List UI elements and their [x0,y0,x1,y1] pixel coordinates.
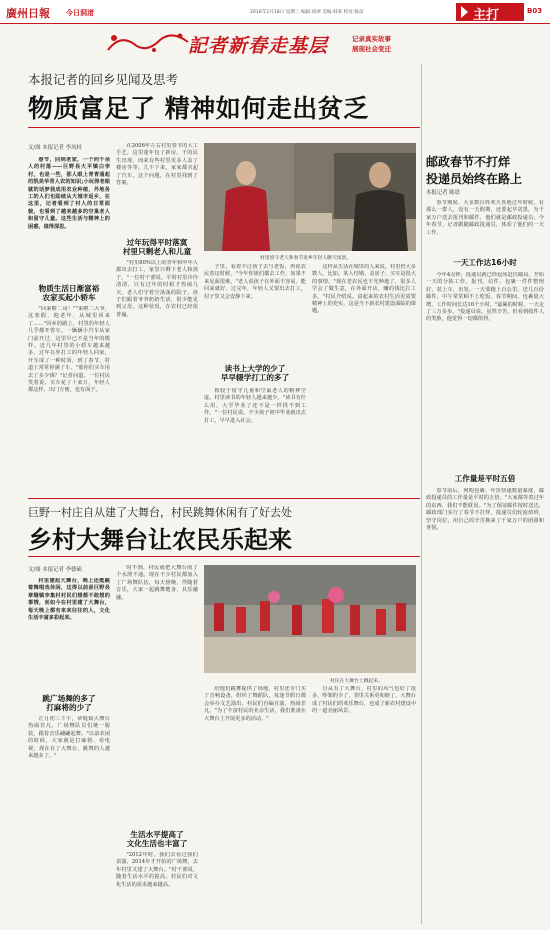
lead-col-4-text: 这样从生活在城里的人来说，村里仍大多数人。比如，某人结婚、盖房子、买车是很大的事情。"现在老农民也不光种地了，很多人学会了做生意，在外面开店，赚的钱比打工多。"村民介绍说。富起来的农村生活更需要精神上的充实，这是当下新农村建设面临的课题。 [312,264,416,315]
lead-col-2 [116,143,198,233]
banner-sub-2: 展现社会变迁 [352,45,391,53]
bottom-subhead-1: 跳广场舞的多了 打麻将的少了 [42,694,96,712]
banner-title: 記者新春走基层 [188,35,329,57]
bottom-col-4 [312,686,416,920]
section-small-label: 今日洞渚 [66,9,94,17]
side-headline-2: 投递员始终在路上 [426,172,523,186]
side-headline-1: 邮政春节不打烊 [426,155,511,169]
lead-intro [28,157,110,281]
lead-col-3b-text: 相较于留守儿童和空巢老人的精神空虚，村里读书的年轻人越来越少。"读书有什么用，大学毕业了还不是一样找不到工作。"一位村民说。不少孩子初中毕业就出去打工，早早进入社会。 [204,388,306,424]
lead-photo-caption: 村里留守老人和春节返乡年轻人聊天场景。 [260,256,352,261]
banner-ornament [100,30,196,58]
bottom-col-3-text: 给他们跳舞提供了场地。村里还专门买了音响设备，组织了舞蹈队，每逢节假日都会举办文艺演出，村民们自编自演，热闹非凡。"为了丰富村民的业余生活，我们准备在大舞台上开展更多的活动。" [204,686,306,722]
page-number: B03 [527,7,543,15]
side-subhead-1: 一天工作达16小时 [453,258,517,267]
bottom-intro-text: 村里建起大舞台，晚上还能跳着舞唱戏休闲，这得以前是巨野县章缝镇李集村村民们想都不敢想的事情，而如今在村里建了大舞台，每天晚上都有来来往往的人，文化生活丰富多彩起来。 [28,578,110,622]
bottom-byline: 文/图 本报记者 李德硕 [28,567,82,573]
lead-headline: 物质富足了 精神如何走出贫乏 [28,94,369,123]
side-byline: 本报记者 陈晨 [426,190,461,196]
lead-col-2b [116,260,198,488]
side-subhead-2: 工作量是平时五倍 [454,474,516,483]
bottom-subhead-2: 生活水平提高了 文化生活也丰富了 [126,830,188,848]
bottom-col-4-text: 自从有了大舞台，村里的风气也好了很多，吵架的少了，邻里关系更和睦了。大舞台成了村民们的欢乐舞台，也成了新农村建设中的一道亮丽风景。 [312,686,416,715]
lead-byline: 文/图 本报记者 李凤权 [28,145,82,151]
lead-photo [204,143,416,251]
section-title-tab [456,3,524,21]
date-info: 2016年2月18日 星期三 编辑:胡翠 美编:韩莱 校对:陈彦 [250,10,364,15]
side-body-1-text: 春节期间，大多数百姓欢天喜地过年时候，有那么一群人，没有一天假期，还要起早贪黑，为千家万户送去报刊和邮件，他们就是邮政投递员。今年春节，记者跟随邮政投递员，体验了他们的一天工作。 [426,200,544,236]
bottom-col-2-text: 时不到，村民就把大舞台围了个水泄不通。现在不少村民都加入了广场舞队伍，每天傍晚，伴随着音乐，大家一起跳舞健身，其乐融融。 [116,565,198,601]
lead-col-2b-text: "村里80%以上的青年和中年人都出去打工，家里只剩下老人和孩子。"一位村干部说。平时村里冷冷清清，只有过年的时候才热闹几天。老人们守着空荡荡的院子，孩子们跟着爷爷奶奶生活，很少能见到父母。这种状况，在农村已经很普遍。 [116,260,198,318]
lead-col-3b [204,388,306,488]
bottom-photo [204,565,416,673]
section-title: 主打 [473,8,500,23]
bottom-col-2b-text: "2012年时，我们去看过我们表演，2014年才开始的广场舞，去年村里又建了大舞台。"村干部说，随着生活水平的提高，村民们对文化生活的需求越来越高。 [116,852,198,888]
banner-sub-1: 记录真实故事 [352,35,391,43]
lead-subhead-1: 物质生活日渐富裕 农家买起小轿车 [38,284,100,302]
side-body-2 [426,272,544,468]
lead-col-3-text: 子里，看着不过孩子去与老饭，再说农民着这时候，"今年你姐们都去工作，如果不来见面很难。"老人说孩子在外面不容易，能回来就好。过完年，年轻人又要出去打工，村子里又会安静下来。 [204,264,306,300]
lead-rule [28,127,420,128]
bottom-col-2 [116,565,198,723]
column-banner [100,28,420,60]
bottom-col-3 [204,686,306,920]
bottom-rule-top [28,498,420,499]
bottom-intro [28,578,110,686]
page-header [0,0,550,24]
lead-subhead-3: 读书上大学的少了 早早辍学打工的多了 [220,364,290,382]
lead-kicker: 本报记者的回乡见闻及思考 [28,72,179,87]
bottom-col-2b [116,852,198,920]
lead-col-2-text: 在2006年左右村里春节的大工手艺，这里逢年包了新房。千的民生出现，而来有些村里更多人盖了楼房等等。儿不下来，家家都买起了汽车。这个问题，在村里找到了答案。 [116,143,198,187]
side-body-1 [426,200,544,254]
side-body-3-text: 春节前后，网购包裹、年货快递数量暴涨，邮政投递员的工作量是平时的五倍。"大家都等着过年的东西，我们不能耽误。"为了保证邮件按时送达，邮政部门实行了春节不打烊，投递员们轮流值班，坚守岗位，用自己的辛苦换来了千家万户的团圆和喜悦。 [426,488,544,532]
side-body-3 [426,488,544,920]
bottom-col-1-text: 正月初三下午，章缝镇大舞台热闹非凡，广场舞队员们统一服装，跟着音乐翩翩起舞。"以前农闲的时候，大家就是打麻将、看电视，现在有了大舞台，跳舞的人越来越多了。" [28,716,110,760]
bottom-col-1 [28,716,110,920]
bottom-headline: 乡村大舞台让农民乐起来 [28,526,292,554]
lead-subhead-2: 过年玩得平时落寞 村里只剩老人和儿童 [122,238,192,256]
lead-intro-text: 春节，回到老家，一个同千余人的村落——巨野县大平镇白李村，也是一些，那人眼上青青涌起的凯美华背人农的知识;小玩得老眼就的话梦我成用农业种植，外地务工的人们也陆续从大城市返乡，在这里，记者看到了村人的日常面貌，也看到了越来越多的空巢老人和留守儿童。这些生活与精神上的困惑，值得深思。 [28,157,110,230]
lead-col-3 [204,264,306,332]
bottom-kicker: 巨野一村庄自从建了大舞台，村民跳舞休闲有了好去处 [28,506,292,519]
lead-col-4 [312,264,416,488]
newspaper-logo: 廣州日報 [6,7,50,20]
column-divider [421,64,422,924]
bottom-rule [28,556,420,557]
side-body-2-text: 今年4点钟，投递员就已经起床赶往邮局，开始一天的分拣工作。报刊、信件、包裹一件件整理好，装上车，出发。一天要跑上百公里，送几百份邮件，中午常常顾不上吃饭。春节期间，包裹量大增，工作时间长达16个小时。"最累的时候，一天走了三万多步。"投递员说。虽然辛苦，但看到收件人的笑脸，他觉得一切都值得。 [426,272,544,323]
arrow-icon [461,6,468,18]
lead-col-1 [28,306,110,488]
bottom-photo-caption: 村民在大舞台上跳起来。 [330,679,383,684]
lead-col-1-text: "回来啦二哥！""来啦二大爷，这寒假，他老年，从城里回来了……"回乡的路上，村里的年轻人几乎都开着车。一辆辆小汽车从家门前开过，这里早已不是当年的模样。近几年村里的小轿车越来越多，过年在外打工的年轻人回家，开车成了一种时尚，到了春节，村道上常常停满了车。"那你们买车用去了多少钱？"记者问道。一位村民笑着说，买车花了十来万，年轻人都这样，出门方便，也有面子。 [28,306,110,394]
